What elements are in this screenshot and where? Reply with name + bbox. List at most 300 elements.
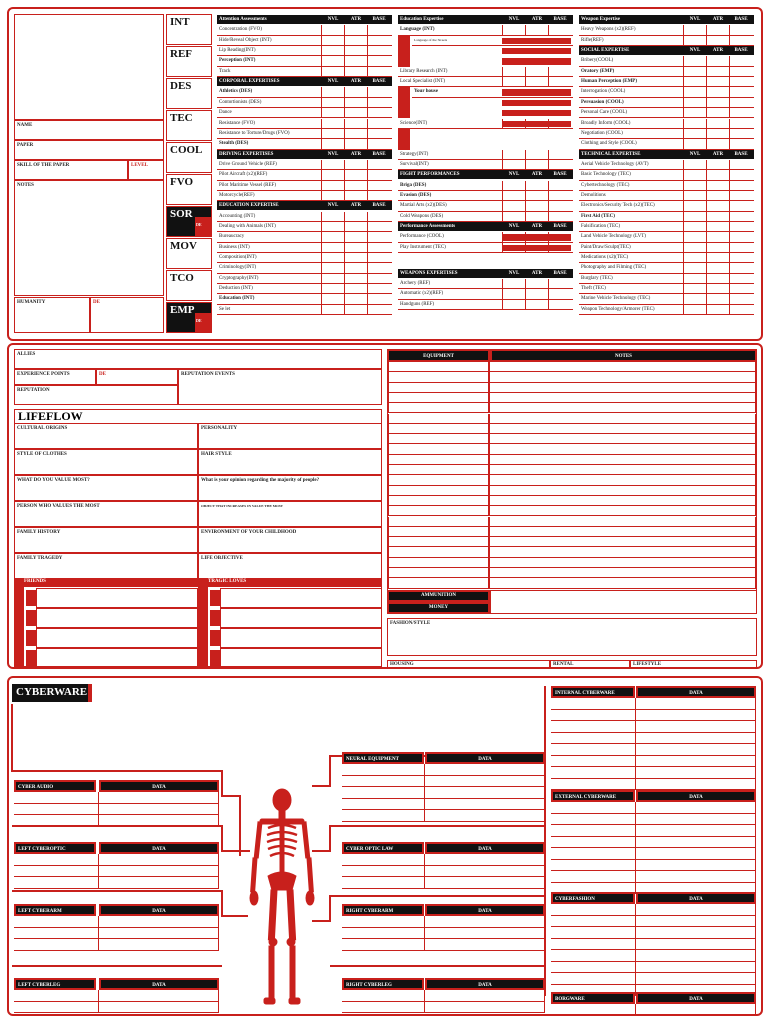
equipment-notes-cell[interactable] (490, 444, 757, 454)
skill-name: Track (219, 68, 231, 74)
cyber-data-cell[interactable] (425, 1002, 545, 1014)
tragic-entry[interactable] (220, 608, 382, 628)
tragic-entry[interactable] (220, 628, 382, 648)
lifestyle-field[interactable] (630, 660, 757, 669)
xp-sub-field[interactable] (96, 369, 178, 385)
stat-box-des[interactable] (166, 78, 212, 109)
cyber-data-cell[interactable] (636, 848, 756, 860)
tragic-entry[interactable] (220, 588, 382, 608)
cell-divider (367, 191, 368, 201)
friends-entry[interactable] (36, 588, 198, 608)
cyber-name-cell[interactable] (551, 756, 636, 768)
cyber-name-cell[interactable] (342, 866, 425, 878)
cyber-data-cell[interactable] (636, 767, 756, 779)
skill-row[interactable] (579, 263, 754, 273)
skill-row[interactable] (579, 108, 754, 118)
lifeflow-field[interactable] (14, 449, 198, 475)
cyber-name-cell[interactable] (551, 779, 636, 791)
tragic-entry[interactable] (220, 648, 382, 668)
skill-row[interactable] (398, 300, 573, 310)
skill-name: Survival(INT) (400, 161, 429, 167)
friends-entry[interactable] (36, 628, 198, 648)
equipment-notes-cell[interactable] (490, 486, 757, 496)
skill-group-title: WEAPONS EXPERTISES (400, 270, 458, 276)
skill-row[interactable] (579, 212, 754, 222)
cyber-name-cell[interactable] (342, 776, 425, 788)
cyber-data-cell[interactable] (425, 928, 545, 940)
equipment-notes-cell[interactable] (490, 372, 757, 382)
equipment-item-cell[interactable] (387, 568, 490, 578)
skill-row[interactable] (217, 160, 392, 170)
equipment-item-cell[interactable] (387, 547, 490, 557)
lifeflow-field[interactable] (14, 527, 198, 553)
cyber-name-cell[interactable] (14, 1002, 99, 1014)
cyber-name-cell[interactable] (551, 848, 636, 860)
equipment-item-cell[interactable] (387, 578, 490, 588)
skill-row[interactable] (217, 108, 392, 118)
cyber-name-cell[interactable] (551, 698, 636, 710)
cyber-data-cell[interactable] (636, 802, 756, 814)
equipment-item-cell[interactable] (387, 537, 490, 547)
cyber-data-cell[interactable] (425, 776, 545, 788)
skill-row[interactable] (579, 191, 754, 201)
skill-row[interactable] (217, 305, 392, 315)
cyber-name-cell[interactable] (551, 927, 636, 939)
cyber-data-cell[interactable] (636, 721, 756, 733)
lifeflow-field[interactable] (14, 475, 198, 501)
cyber-name-cell[interactable] (342, 854, 425, 866)
cyber-data-cell[interactable] (425, 866, 545, 878)
cyber-name-cell[interactable] (551, 721, 636, 733)
skill-row[interactable] (579, 56, 754, 66)
skill-row[interactable] (217, 212, 392, 222)
lifeflow-field-label: PERSON WHO VALUES THE MOST (17, 504, 100, 509)
cyber-name-cell[interactable] (14, 804, 99, 816)
equipment-notes-cell[interactable] (490, 434, 757, 444)
cyber-data-cell[interactable] (636, 904, 756, 916)
skill-row[interactable] (217, 253, 392, 263)
equipment-item-cell[interactable] (387, 362, 490, 372)
equipment-item-cell[interactable] (387, 383, 490, 393)
skill-row[interactable] (579, 67, 754, 77)
friends-entry[interactable] (36, 608, 198, 628)
stat-box-tec[interactable] (166, 110, 212, 141)
cyber-data-cell[interactable] (636, 962, 756, 974)
cyber-data-cell[interactable] (636, 939, 756, 951)
lifeflow-field[interactable] (14, 423, 198, 449)
skill-row[interactable] (579, 139, 754, 149)
equipment-item-cell[interactable] (387, 424, 490, 434)
lifeflow-field-label: ENVIRONMENT OF YOUR CHILDHOOD (201, 530, 297, 535)
skill-name: Pilot Aircraft (x2)(REF) (219, 172, 268, 178)
cyber-data-cell[interactable] (425, 939, 545, 951)
cell-divider (344, 274, 345, 284)
cyber-name-cell[interactable] (551, 962, 636, 974)
skill-row[interactable] (217, 139, 392, 149)
cyber-data-cell[interactable] (636, 927, 756, 939)
cyber-data-header (425, 978, 545, 990)
skill-row[interactable] (579, 129, 754, 139)
skill-row[interactable] (579, 160, 754, 170)
lifeflow-field[interactable] (14, 501, 198, 527)
skill-name: Performance (COOL) (400, 234, 444, 240)
skill-row[interactable] (217, 119, 392, 129)
ammunition-header: AMMUNITION (387, 590, 490, 602)
cyber-name-cell[interactable] (342, 810, 425, 822)
skill-label: SKILL OF THE PAPER (17, 163, 70, 168)
equipment-item-cell[interactable] (387, 465, 490, 475)
equipment-item-cell[interactable] (387, 393, 490, 403)
cyber-data-cell[interactable] (99, 866, 219, 878)
cyber-name-cell[interactable] (551, 837, 636, 849)
cell-divider (729, 284, 730, 294)
equipment-notes-cell[interactable] (490, 465, 757, 475)
fashion-field[interactable] (387, 618, 757, 656)
lifeflow-field[interactable] (198, 501, 382, 527)
cyber-data-cell[interactable] (636, 860, 756, 872)
skill-row[interactable] (579, 243, 754, 253)
cyber-name-cell[interactable] (551, 825, 636, 837)
cyber-name-cell[interactable] (342, 939, 425, 951)
lifeflow-field[interactable] (198, 553, 382, 579)
skill-row[interactable] (579, 253, 754, 263)
stat-box-sor[interactable] (166, 206, 212, 237)
cyber-data-cell[interactable] (99, 928, 219, 940)
equipment-notes-cell[interactable] (490, 393, 757, 403)
skill-group-header (579, 46, 754, 55)
equipment-notes-cell[interactable] (490, 547, 757, 557)
cyber-name-cell[interactable] (342, 1002, 425, 1014)
cyber-name-cell[interactable] (551, 950, 636, 962)
cyber-data-cell[interactable] (636, 756, 756, 768)
cyber-data-cell[interactable] (99, 1002, 219, 1014)
cyber-data-cell[interactable] (425, 990, 545, 1002)
equipment-notes-cell[interactable] (490, 496, 757, 506)
cyber-data-cell[interactable] (99, 804, 219, 816)
skill-row[interactable] (398, 25, 573, 35)
cyber-name-cell[interactable] (551, 904, 636, 916)
filled-cells (502, 245, 571, 251)
equipment-notes-cell[interactable] (490, 475, 757, 485)
cyber-data-cell[interactable] (636, 814, 756, 826)
cyberware-title: CYBERWARE (16, 686, 88, 698)
skill-group-header (217, 15, 392, 24)
skill-row[interactable] (579, 222, 754, 232)
cell-divider (344, 119, 345, 129)
cyber-data-cell[interactable] (425, 787, 545, 799)
cyber-data-cell[interactable] (425, 799, 545, 811)
skill-row[interactable] (579, 25, 754, 35)
cyber-name-cell[interactable] (551, 939, 636, 951)
cyber-name-cell[interactable] (342, 877, 425, 889)
lifeflow-field[interactable] (14, 553, 198, 579)
skill-name: Dance (219, 110, 232, 116)
housing-field[interactable] (387, 660, 550, 669)
equipment-notes-cell[interactable] (490, 362, 757, 372)
lifeflow-field[interactable] (198, 475, 382, 501)
skill-row[interactable] (579, 294, 754, 304)
allies-field[interactable] (14, 349, 382, 369)
lifeflow-title: LIFEFLOW (18, 409, 83, 423)
cyber-name-cell[interactable] (14, 916, 99, 928)
equipment-item-cell[interactable] (387, 444, 490, 454)
skill-row[interactable] (579, 274, 754, 284)
equipment-item-cell[interactable] (387, 486, 490, 496)
cyber-name-cell[interactable] (14, 866, 99, 878)
cyber-data-cell[interactable] (636, 871, 756, 883)
cyber-data-cell[interactable] (425, 877, 545, 889)
equipment-item-cell[interactable] (387, 558, 490, 568)
cell-divider (321, 232, 322, 242)
cyber-name-cell[interactable] (551, 871, 636, 883)
cell-divider (729, 305, 730, 315)
lifeflow-field[interactable] (198, 449, 382, 475)
cyber-block-label: LEFT CYBERARM (18, 909, 62, 914)
cyber-data-cell[interactable] (425, 810, 545, 822)
skill-row[interactable] (398, 201, 573, 211)
cyber-name-cell[interactable] (14, 792, 99, 804)
cyber-data-cell[interactable] (99, 939, 219, 951)
filled-cells (502, 110, 571, 116)
equipment-notes-cell[interactable] (490, 517, 757, 527)
skill-row[interactable] (217, 243, 392, 253)
skill-row[interactable] (217, 25, 392, 35)
skill-row[interactable] (217, 274, 392, 284)
cyber-data-cell[interactable] (425, 854, 545, 866)
skill-row[interactable] (579, 201, 754, 211)
cyber-data-cell[interactable] (99, 792, 219, 804)
cyber-name-cell[interactable] (551, 802, 636, 814)
humanity-sub-field[interactable] (90, 297, 164, 333)
cyber-data-cell[interactable] (636, 916, 756, 928)
equipment-notes-cell[interactable] (490, 568, 757, 578)
equipment-item-cell[interactable] (387, 475, 490, 485)
rental-field[interactable] (550, 660, 630, 669)
cyber-name-cell[interactable] (551, 814, 636, 826)
cyber-data-cell[interactable] (99, 916, 219, 928)
cell-divider (548, 150, 549, 160)
skill-row[interactable] (579, 36, 754, 46)
skill-row[interactable] (217, 170, 392, 180)
equipment-notes-cell[interactable] (490, 578, 757, 588)
col-atr: ATR (350, 17, 362, 22)
lifeflow-field[interactable] (198, 423, 382, 449)
stat-box-mov[interactable] (166, 238, 212, 269)
equipment-notes-cell[interactable] (490, 506, 757, 516)
cyber-data-cell[interactable] (636, 1004, 756, 1016)
equipment-notes-cell[interactable] (490, 527, 757, 537)
cell-divider (321, 170, 322, 180)
skill-row[interactable] (398, 150, 573, 160)
cyber-data-cell[interactable] (636, 950, 756, 962)
equipment-item-cell[interactable] (387, 527, 490, 537)
equipment-item-cell[interactable] (387, 455, 490, 465)
cyber-data-cell[interactable] (636, 710, 756, 722)
skill-row[interactable] (217, 98, 392, 108)
notes-field[interactable] (14, 180, 164, 296)
cell-divider (321, 56, 322, 66)
cell-divider (525, 300, 526, 310)
xp-field[interactable] (14, 369, 96, 385)
skill-row[interactable] (398, 160, 573, 170)
cyber-name-cell[interactable] (14, 877, 99, 889)
rep-events-field[interactable] (178, 369, 382, 405)
equipment-notes-cell[interactable] (490, 558, 757, 568)
col-atr: ATR (712, 17, 724, 22)
skill-row[interactable] (217, 67, 392, 77)
cyber-name-cell[interactable] (551, 916, 636, 928)
skill-row[interactable] (398, 77, 573, 87)
skill-row[interactable] (217, 191, 392, 201)
equipment-item-cell[interactable] (387, 517, 490, 527)
skill-row[interactable] (579, 305, 754, 315)
cyber-name-cell[interactable] (342, 787, 425, 799)
equipment-notes-cell[interactable] (490, 424, 757, 434)
cyber-name-cell[interactable] (551, 767, 636, 779)
cell-divider (729, 212, 730, 222)
cyber-name-cell[interactable] (342, 764, 425, 776)
name-label: NAME (17, 123, 33, 128)
equipment-notes-cell[interactable] (490, 537, 757, 547)
skill-row[interactable] (217, 46, 392, 56)
equipment-notes-cell[interactable] (490, 403, 757, 413)
cell-divider (706, 294, 707, 304)
skill-row[interactable] (217, 294, 392, 304)
cyber-data-cell[interactable] (99, 990, 219, 1002)
cyber-name-cell[interactable] (551, 973, 636, 985)
cell-divider (683, 201, 684, 211)
cyber-data-cell[interactable] (99, 854, 219, 866)
skill-row[interactable] (398, 279, 573, 289)
stat-box-fvo[interactable] (166, 174, 212, 205)
lifeflow-field[interactable] (198, 527, 382, 553)
skill-row[interactable] (579, 87, 754, 97)
skill-group-title: SOCIAL EXPERTISE (581, 48, 630, 54)
skill-row[interactable] (398, 212, 573, 222)
cyber-data-cell[interactable] (636, 744, 756, 756)
cyber-data-header (99, 842, 219, 854)
skill-row[interactable] (579, 284, 754, 294)
skill-row[interactable] (398, 191, 573, 201)
cyber-data-cell[interactable] (636, 698, 756, 710)
skill-row[interactable] (398, 289, 573, 299)
skill-row[interactable] (217, 36, 392, 46)
skill-name: Library Research (INT) (400, 68, 448, 74)
cell-divider (321, 36, 322, 46)
cyber-name-cell[interactable] (342, 990, 425, 1002)
cyber-name-cell[interactable] (551, 860, 636, 872)
cyber-name-cell[interactable] (551, 733, 636, 745)
skill-row[interactable] (217, 181, 392, 191)
cyber-name-cell[interactable] (551, 744, 636, 756)
equipment-item-cell[interactable] (387, 434, 490, 444)
skill-row[interactable] (579, 181, 754, 191)
name-field[interactable] (14, 120, 164, 140)
cyber-name-cell[interactable] (14, 815, 99, 827)
stat-box-int[interactable] (166, 14, 212, 45)
skill-field[interactable] (14, 160, 128, 180)
cyber-data-cell[interactable] (636, 779, 756, 791)
cyber-name-cell[interactable] (342, 928, 425, 940)
cyber-data-cell[interactable] (636, 837, 756, 849)
equipment-item-cell[interactable] (387, 403, 490, 413)
equipment-item-cell[interactable] (387, 414, 490, 424)
stat-box-emp[interactable] (166, 302, 212, 333)
cell-divider (367, 294, 368, 304)
cyber-data-cell[interactable] (636, 733, 756, 745)
cyber-name-cell[interactable] (14, 854, 99, 866)
cyber-name-cell[interactable] (342, 799, 425, 811)
skill-row[interactable] (398, 181, 573, 191)
cell-divider (548, 77, 549, 87)
humanity-field[interactable] (14, 297, 90, 333)
reputation-field[interactable] (14, 385, 178, 405)
cell-divider (344, 191, 345, 201)
cyber-name-cell[interactable] (14, 990, 99, 1002)
cyber-name-cell[interactable] (14, 928, 99, 940)
cyber-data-cell[interactable] (425, 916, 545, 928)
equipment-item-cell[interactable] (387, 506, 490, 516)
cyber-data-cell[interactable] (99, 815, 219, 827)
equipment-item-cell[interactable] (387, 496, 490, 506)
cyber-data-cell[interactable] (99, 877, 219, 889)
cyber-data-cell[interactable] (636, 973, 756, 985)
skill-row[interactable] (579, 77, 754, 87)
friends-entry[interactable] (36, 648, 198, 668)
skill-name: Hide/Reveal Object (INT) (219, 37, 272, 43)
cell-divider (367, 243, 368, 253)
skill-row[interactable] (217, 263, 392, 273)
level-field[interactable] (128, 160, 164, 180)
skill-row[interactable] (579, 170, 754, 180)
ammo-money-values[interactable] (490, 590, 757, 614)
cell-divider (729, 170, 730, 180)
cyber-name-cell[interactable] (551, 710, 636, 722)
equipment-item-cell[interactable] (387, 372, 490, 382)
paper-field[interactable] (14, 140, 164, 160)
skill-row[interactable] (217, 232, 392, 242)
skill-row[interactable] (217, 129, 392, 139)
skill-row[interactable] (217, 56, 392, 66)
skill-row[interactable] (579, 232, 754, 242)
skill-row[interactable] (398, 67, 573, 77)
skill-row[interactable] (217, 87, 392, 97)
rental-label: RENTAL (553, 662, 574, 667)
cell-divider (706, 253, 707, 263)
equipment-notes-cell[interactable] (490, 414, 757, 424)
cell-divider (683, 77, 684, 87)
skill-name: Weapon Technology/Armorer (TEC) (581, 306, 655, 312)
stat-box-ref[interactable] (166, 46, 212, 77)
skill-row[interactable] (579, 119, 754, 129)
skill-row[interactable] (579, 98, 754, 108)
cyber-name-cell[interactable] (551, 1004, 636, 1016)
cell-divider (683, 36, 684, 46)
equipment-notes-cell[interactable] (490, 455, 757, 465)
cyber-name-cell[interactable] (14, 939, 99, 951)
skill-row[interactable] (217, 222, 392, 232)
cyber-data-cell[interactable] (636, 825, 756, 837)
cyber-data-cell[interactable] (425, 764, 545, 776)
cyber-name-cell[interactable] (342, 916, 425, 928)
equipment-notes-cell[interactable] (490, 383, 757, 393)
skill-group-title: Education Expertise (400, 17, 444, 22)
skill-row[interactable] (217, 284, 392, 294)
stat-box-tco[interactable] (166, 270, 212, 301)
cell-divider (729, 263, 730, 273)
lifeflow-field-label: PERSONALITY (201, 426, 238, 431)
stat-box-cool[interactable] (166, 142, 212, 173)
